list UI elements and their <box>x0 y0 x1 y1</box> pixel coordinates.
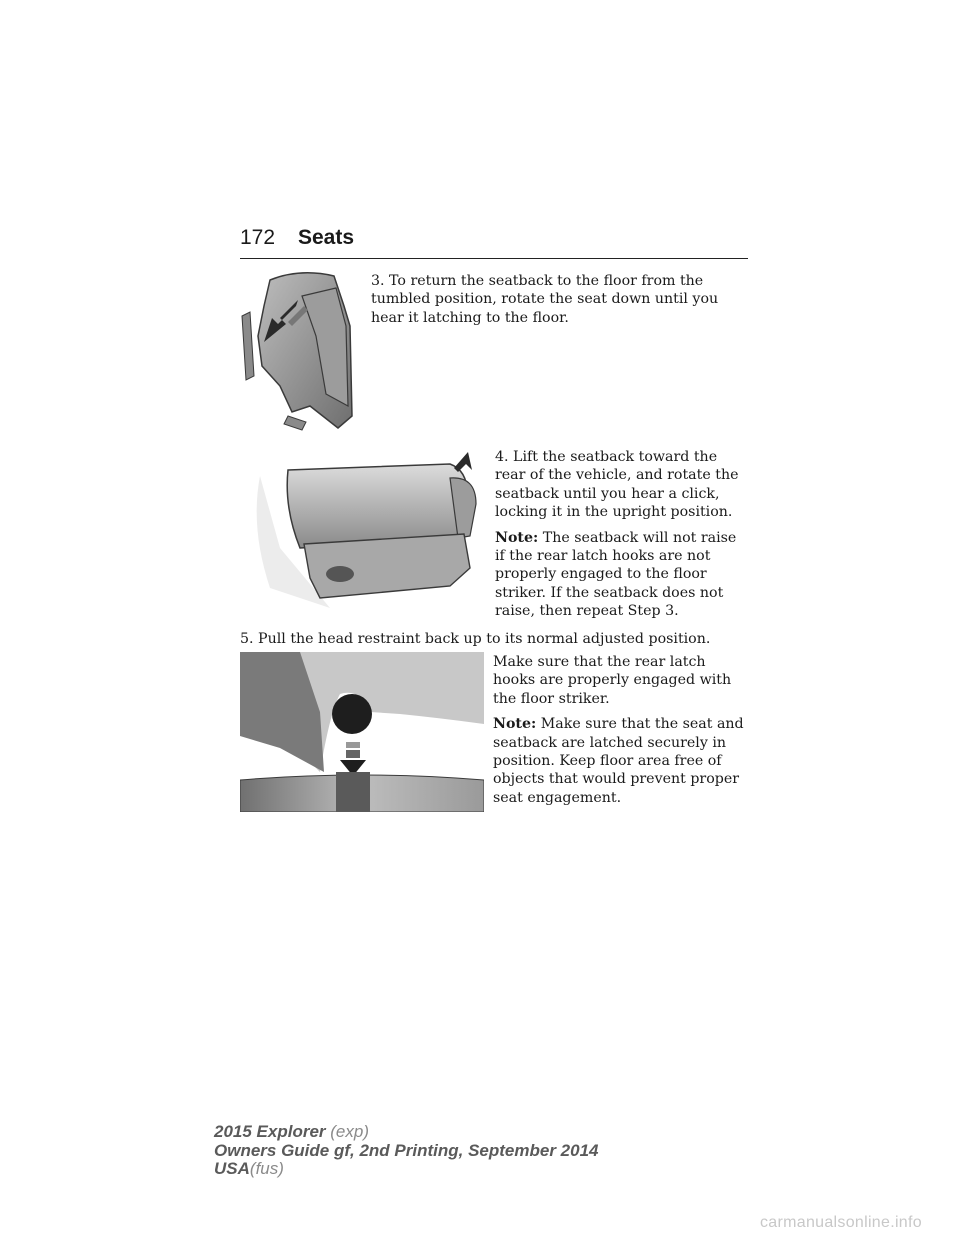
note-2-label: Note: <box>493 716 537 733</box>
note-2 <box>493 715 748 807</box>
footer-line-3 <box>214 1160 598 1179</box>
step-4: 4. Lift the seatback toward the rear of the vehicle, and rotate the seatback until you hear a click, locking it in the upright position. <box>495 449 739 521</box>
latch-text <box>493 653 748 814</box>
arrow-down-icon <box>340 742 366 776</box>
footer-line-1 <box>214 1123 598 1142</box>
footer-region: USA <box>214 1159 250 1178</box>
footer-model-code: (exp) <box>330 1122 369 1141</box>
header-rule <box>240 258 748 259</box>
figure-raise-seatback <box>240 448 486 610</box>
latch-check: Make sure that the rear latch hooks are properly engaged with the floor striker. <box>493 654 732 707</box>
footer-guide: Owners Guide gf, 2nd Printing, September 2014 <box>214 1140 599 1160</box>
document-footer <box>214 1123 598 1179</box>
note-1-label: Note: <box>495 529 539 546</box>
figure-latch-hooks <box>240 652 484 812</box>
step-3-text <box>371 272 748 334</box>
step-4-text <box>495 448 750 628</box>
footer-region-code: (fus) <box>249 1159 284 1178</box>
note-1-text: The seatback will not raise if the rear latch hooks are not properly engaged to the floor striker. If the seatback does not raise, then repeat Step 3. <box>495 529 737 620</box>
section-title: Seats <box>298 226 355 249</box>
arrow-up-right-icon <box>454 452 472 472</box>
note-1 <box>495 529 750 621</box>
footer-model: 2015 Explorer <box>214 1122 326 1141</box>
page-number: 172 <box>240 226 276 249</box>
step-3: 3. To return the seatback to the floor from the tumbled position, rotate the seat down until you hear it latching to the floor. <box>371 273 719 326</box>
step-5: 5. Pull the head restraint back up to its normal adjusted position. <box>240 631 711 647</box>
page-header <box>240 226 748 256</box>
figure-tumbled-seat <box>240 266 364 434</box>
note-2-text: Make sure that the seat and seatback are latched securely in position. Keep floor area free of objects that would prevent proper seat engagement. <box>493 716 744 806</box>
watermark: carmanualsonline.info <box>760 1214 922 1231</box>
